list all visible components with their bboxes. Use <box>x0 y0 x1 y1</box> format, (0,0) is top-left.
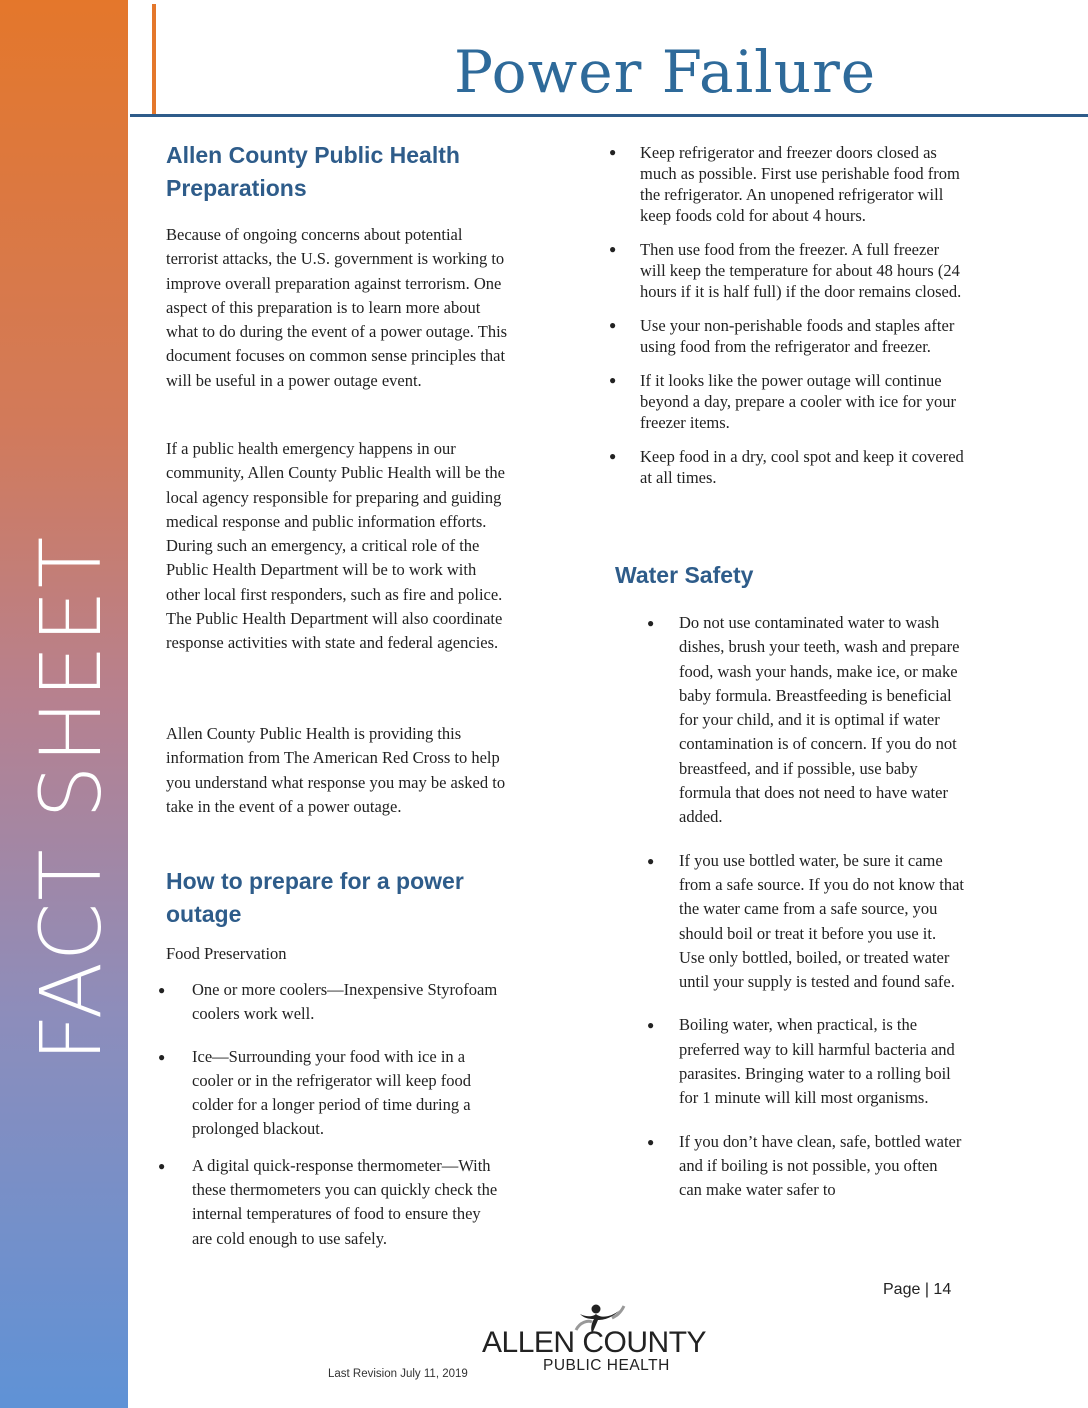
list-item-text: Then use food from the freezer. A full freezer will keep the temperature for about 48 hours (24 hours if it is half full) if the door remains closed. <box>640 240 962 301</box>
bullet-icon: ● <box>609 373 617 387</box>
logo-allen-county: ALLEN COUNTY <box>482 1326 707 1359</box>
list-item-text: Do not use contaminated water to wash dishes, brush your teeth, wash and prepare food, wash your hands, make ice, or make baby formula. Breastfeeding is beneficial for your child, and it is optimal if water contamination is of concern. If you do not breastfeed, and if possible, use baby formula that does not need to have water added. <box>679 613 960 827</box>
list-item-text: Ice—Surrounding your food with ice in a cooler or in the refrigerator will keep food colder for a longer period of time during a prolonged blackout. <box>192 1046 472 1139</box>
water-safety-bullet-list <box>644 611 964 1203</box>
bullet-icon: ● <box>609 449 617 463</box>
left-bullet-list <box>156 978 501 1251</box>
list-item <box>606 239 964 302</box>
bullet-icon: ● <box>609 242 617 256</box>
list-item <box>606 142 964 226</box>
list-item-text: If it looks like the power outage will continue beyond a day, prepare a cooler with ice for your freezer items. <box>640 371 956 432</box>
subheading-food-preservation: Food Preservation <box>166 944 287 963</box>
bullet-icon: ● <box>158 983 166 997</box>
list-item-text: Use your non-perishable foods and staples after using food from the refrigerator and freezer. <box>640 316 955 356</box>
paragraph-intro: Because of ongoing concerns about potential terrorist attacks, the U.S. government is working to improve overall preparation against terrorism. One aspect of this preparation is to learn more about what to do during the event of a power outage. This document focuses on common sense principles that will be useful in a power outage event. <box>166 225 508 390</box>
heading-how-to-prepare: How to prepare for a power outage <box>166 868 464 927</box>
list-item-text: A digital quick-response thermometer—With these thermometers you can quickly check the internal temperatures of food to ensure they are cold enough to use safely. <box>192 1155 498 1248</box>
bullet-icon: ● <box>158 1049 166 1064</box>
list-item-text: Boiling water, when practical, is the preferred way to kill harmful bacteria and parasites. Bringing water to a rolling boil for 1 minute will kill most organisms. <box>679 1015 955 1108</box>
list-item-text: If you use bottled water, be sure it came from a safe source. If you do not know that the water came from a safe source, you should boil or treat it before you use it. Use only bottled, boiled, or treated water until your supply is tested and found safe. <box>679 850 965 992</box>
last-revision-date: Last Revision July 11, 2019 <box>328 1368 468 1380</box>
paragraph-red-cross: Allen County Public Health is providing this information from The American Red Cross to help you understand what response you may be asked to take in the event of a power outage. <box>166 724 506 816</box>
bullet-icon: ● <box>647 616 655 630</box>
heading-water-safety: Water Safety <box>615 562 754 588</box>
right-food-bullet-list <box>606 142 964 488</box>
list-item <box>606 315 964 357</box>
page-number: Page | 14 <box>883 1281 952 1298</box>
list-item <box>644 1130 964 1203</box>
bullet-icon: ● <box>647 1018 655 1033</box>
list-item-text: If you don’t have clean, safe, bottled water and if boiling is not possible, you often can make water safer to <box>679 1131 962 1200</box>
list-item <box>644 611 964 830</box>
bullet-icon: ● <box>158 1158 166 1173</box>
list-item <box>606 370 964 433</box>
list-item <box>644 1013 964 1110</box>
sidebar-label-wrap <box>0 0 128 1408</box>
bullet-icon: ● <box>609 318 617 332</box>
list-item-text: One or more coolers—Inexpensive Styrofoam coolers work well. <box>192 980 498 1024</box>
list-item <box>156 1154 501 1251</box>
bullet-icon: ● <box>647 1134 655 1149</box>
logo-public-health: PUBLIC HEALTH <box>543 1357 670 1374</box>
paragraph-emergency: If a public health emergency happens in our community, Allen County Public Health will be the local agency responsible for preparing and guiding medical response and public information efforts. During such an emergency, a critical role of the Public Health Department will be to work with other local first responders, such as fire and police. The Public Health Department will also coordinate response activities with state and federal agencies. <box>166 439 505 653</box>
list-item <box>156 978 501 1027</box>
list-item <box>156 1045 501 1142</box>
list-item-text: Keep food in a dry, cool spot and keep it covered at all times. <box>640 447 964 487</box>
list-item <box>644 849 964 995</box>
sidebar-band <box>0 0 128 1408</box>
header-horizontal-rule <box>130 114 1088 117</box>
list-item <box>606 446 964 488</box>
sidebar-label: FACT SHEET <box>22 534 120 1062</box>
header-vertical-rule <box>152 4 156 114</box>
list-item-text: Keep refrigerator and freezer doors closed as much as possible. First use perishable food from the refrigerator. An unopened refrigerator will keep foods cold for about 4 hours. <box>640 143 960 225</box>
heading-preparations: Allen County Public Health Preparations <box>166 142 460 201</box>
bullet-icon: ● <box>647 853 655 868</box>
bullet-icon: ● <box>609 145 617 159</box>
page-title: Power Failure <box>454 38 877 106</box>
